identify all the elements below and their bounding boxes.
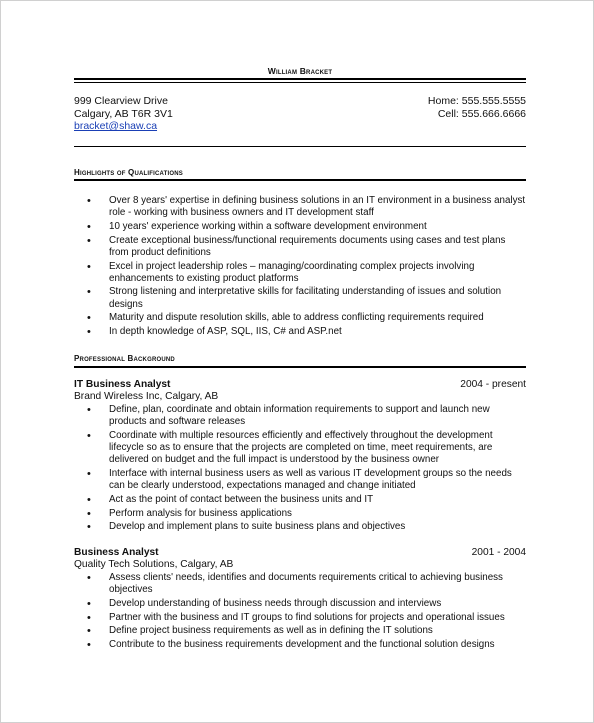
list-item: • Define project business requirements as well as in defining the IT solutions [74, 625, 526, 637]
job-company: Brand Wireless Inc, Calgary, AB [74, 391, 219, 403]
header-rule-thick [74, 78, 526, 80]
list-item: • Strong listening and interpretative skills for facilitating understanding of issues and solution designs [74, 286, 526, 310]
job-company: Quality Tech Solutions, Calgary, AB [74, 559, 234, 571]
candidate-name: William Bracket [267, 66, 333, 76]
address-line-2: Calgary, AB T6R 3V1 [74, 107, 173, 120]
address-line-1: 999 Clearview Drive [74, 95, 168, 107]
qualifications-rule [74, 179, 526, 181]
contact-address [74, 95, 173, 133]
list-item: • Partner with the business and IT groups to find solutions for projects and operational issues [74, 612, 526, 624]
list-item: • Act as the point of contact between the business units and IT [74, 494, 526, 506]
home-phone: Home: 555.555.5555 [427, 95, 526, 107]
list-item: • Contribute to the business requirements development and the functional solution designs [74, 639, 526, 651]
job-title: IT Business Analyst [74, 379, 171, 390]
list-item: • Develop understanding of business needs through discussion and interviews [74, 598, 526, 610]
contact-divider [74, 146, 526, 147]
contact-phones [428, 95, 526, 120]
list-item: • Coordinate with multiple resources efficiently and effectively throughout the development lifecycle so as to ensure that the projects are completed on time, meet requirements, are delivered on budget and the full impact is understood by the business owner [74, 430, 526, 467]
qualifications-heading: Highlights of Qualifications [74, 168, 183, 177]
job-1-duties [74, 404, 526, 535]
list-item: • Over 8 years' expertise in defining business solutions in an IT environment in a business analyst role - working with business owners and IT development staff [74, 195, 526, 219]
list-item: • Perform analysis for business applications [74, 508, 526, 520]
list-item: • Excel in project leadership roles – managing/coordinating complex projects involving enhancements to existing product platforms [74, 261, 526, 285]
list-item: • Define, plan, coordinate and obtain information requirements to support and launch new products and software releases [74, 404, 526, 428]
list-item: • Maturity and dispute resolution skills, able to address conflicting requirements required [74, 312, 526, 324]
email-link[interactable]: bracket@shaw.ca [74, 120, 158, 132]
header-rule-thin [74, 82, 526, 83]
qualifications-list [74, 195, 526, 340]
job-dates: 2001 - 2004 [471, 547, 526, 558]
cell-phone: Cell: 555.666.6666 [437, 107, 526, 120]
professional-heading: Professional Background [74, 354, 175, 363]
list-item: • Interface with internal business users as well as various IT development groups so the needs can be clearly understood, expectations managed and change initiated [74, 468, 526, 492]
list-item: • Develop and implement plans to suite business plans and objectives [74, 521, 526, 533]
job-header-2 [74, 547, 526, 571]
list-item: • 10 years' experience working within a software development environment [74, 221, 526, 233]
job-header-1 [74, 379, 526, 403]
job-title: Business Analyst [74, 547, 159, 558]
list-item: • In depth knowledge of ASP, SQL, IIS, C# and ASP.net [74, 326, 526, 338]
list-item: • Create exceptional business/functional requirements documents using cases and test plans from product definitions [74, 235, 526, 259]
job-2-duties [74, 572, 526, 653]
list-item: • Assess clients' needs, identifies and documents requirements critical to achieving business objectives [74, 572, 526, 596]
job-dates: 2004 - present [460, 379, 526, 390]
professional-rule [74, 366, 526, 368]
